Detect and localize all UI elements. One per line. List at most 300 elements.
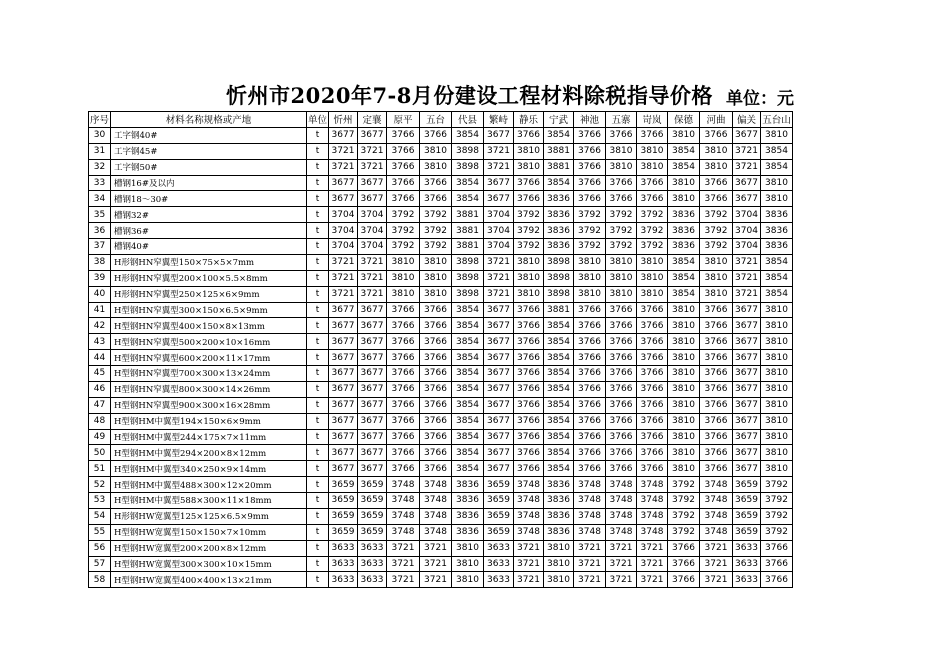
row-number: 31 [89, 143, 111, 159]
price-cell: 3810 [668, 445, 700, 461]
price-cell: 3677 [358, 302, 387, 318]
price-cell: 3766 [606, 350, 637, 366]
unit-cell: t [307, 239, 329, 255]
price-cell: 3766 [574, 381, 606, 397]
price-cell: 3748 [387, 508, 420, 524]
price-cell: 3766 [668, 572, 700, 588]
price-cell: 3792 [700, 223, 733, 239]
unit-cell: t [307, 207, 329, 223]
price-cell: 3748 [387, 493, 420, 509]
price-cell: 3810 [514, 159, 544, 175]
price-cell: 3721 [329, 143, 358, 159]
material-name: 槽钢18～30# [111, 191, 307, 207]
price-cell: 3810 [761, 302, 793, 318]
price-cell: 3659 [358, 524, 387, 540]
price-cell: 3854 [544, 413, 574, 429]
price-cell: 3721 [329, 270, 358, 286]
price-cell: 3792 [668, 493, 700, 509]
price-cell: 3810 [514, 143, 544, 159]
price-cell: 3898 [452, 270, 484, 286]
price-cell: 3810 [700, 254, 733, 270]
price-cell: 3766 [700, 413, 733, 429]
price-cell: 3704 [484, 223, 514, 239]
price-cell: 3721 [574, 556, 606, 572]
price-cell: 3810 [637, 286, 668, 302]
price-cell: 3766 [387, 381, 420, 397]
price-cell: 3810 [761, 191, 793, 207]
price-cell: 3748 [637, 493, 668, 509]
price-cell: 3898 [452, 286, 484, 302]
column-header: 忻州 [329, 112, 358, 128]
material-name: H型钢HM中翼型588×300×11×18mm [111, 493, 307, 509]
price-cell: 3810 [452, 556, 484, 572]
price-cell: 3766 [574, 445, 606, 461]
price-cell: 3633 [358, 556, 387, 572]
price-cell: 3792 [420, 239, 452, 255]
price-cell: 3748 [637, 524, 668, 540]
price-cell: 3810 [761, 334, 793, 350]
price-cell: 3659 [733, 477, 761, 493]
unit-cell: t [307, 302, 329, 318]
column-header: 偏关 [733, 112, 761, 128]
price-cell: 3633 [484, 540, 514, 556]
price-cell: 3766 [420, 127, 452, 143]
price-cell: 3810 [606, 286, 637, 302]
material-name: 槽钢32# [111, 207, 307, 223]
price-cell: 3810 [668, 366, 700, 382]
price-cell: 3898 [544, 270, 574, 286]
price-cell: 3766 [606, 461, 637, 477]
price-cell: 3810 [761, 445, 793, 461]
price-cell: 3792 [387, 207, 420, 223]
price-cell: 3721 [733, 254, 761, 270]
price-cell: 3766 [637, 366, 668, 382]
material-name: H型钢HW宽翼型200×200×8×12mm [111, 540, 307, 556]
price-cell: 3766 [387, 350, 420, 366]
price-cell: 3810 [761, 461, 793, 477]
price-cell: 3766 [420, 334, 452, 350]
table-body [89, 127, 793, 587]
price-cell: 3677 [733, 461, 761, 477]
price-cell: 3810 [761, 127, 793, 143]
price-cell: 3810 [420, 159, 452, 175]
price-cell: 3881 [544, 159, 574, 175]
price-cell: 3677 [329, 366, 358, 382]
price-cell: 3854 [668, 286, 700, 302]
price-cell: 3810 [668, 334, 700, 350]
price-cell: 3810 [544, 572, 574, 588]
price-cell: 3810 [637, 159, 668, 175]
price-cell: 3677 [733, 397, 761, 413]
price-cell: 3766 [637, 461, 668, 477]
price-cell: 3748 [606, 508, 637, 524]
price-cell: 3810 [574, 270, 606, 286]
price-cell: 3810 [574, 254, 606, 270]
price-cell: 3748 [700, 493, 733, 509]
row-number: 55 [89, 524, 111, 540]
price-cell: 3854 [668, 270, 700, 286]
table-row [89, 397, 793, 413]
unit-cell: t [307, 350, 329, 366]
price-cell: 3810 [761, 381, 793, 397]
price-cell: 3721 [387, 556, 420, 572]
price-cell: 3766 [574, 366, 606, 382]
price-cell: 3659 [484, 477, 514, 493]
price-cell: 3854 [668, 143, 700, 159]
material-name: 槽钢16#及以内 [111, 175, 307, 191]
material-name: H型钢HN窄翼型900×300×16×28mm [111, 397, 307, 413]
row-number: 53 [89, 493, 111, 509]
material-name: H型钢HM中翼型194×150×6×9mm [111, 413, 307, 429]
price-cell: 3836 [452, 524, 484, 540]
table-row [89, 413, 793, 429]
unit-cell: t [307, 191, 329, 207]
row-number: 57 [89, 556, 111, 572]
price-cell: 3881 [452, 223, 484, 239]
price-cell: 3677 [484, 429, 514, 445]
price-cell: 3721 [484, 143, 514, 159]
column-header: 神池 [574, 112, 606, 128]
price-cell: 3854 [544, 461, 574, 477]
price-cell: 3721 [514, 540, 544, 556]
material-name: H型钢HM中翼型244×175×7×11mm [111, 429, 307, 445]
price-cell: 3766 [637, 413, 668, 429]
price-cell: 3810 [606, 270, 637, 286]
price-cell: 3721 [733, 270, 761, 286]
price-cell: 3836 [668, 223, 700, 239]
price-cell: 3766 [606, 318, 637, 334]
price-cell: 3677 [733, 127, 761, 143]
material-name: H型钢HN窄翼型500×200×10×16mm [111, 334, 307, 350]
price-cell: 3810 [637, 143, 668, 159]
price-cell: 3766 [574, 397, 606, 413]
row-number: 44 [89, 350, 111, 366]
price-cell: 3766 [637, 429, 668, 445]
unit-cell: t [307, 286, 329, 302]
price-cell: 3748 [574, 524, 606, 540]
table-row [89, 207, 793, 223]
price-cell: 3810 [544, 556, 574, 572]
price-cell: 3854 [452, 461, 484, 477]
price-cell: 3854 [452, 191, 484, 207]
price-cell: 3810 [700, 270, 733, 286]
price-cell: 3721 [420, 556, 452, 572]
price-cell: 3677 [733, 191, 761, 207]
price-cell: 3677 [329, 445, 358, 461]
price-cell: 3721 [358, 254, 387, 270]
price-cell: 3659 [733, 524, 761, 540]
table-row [89, 366, 793, 382]
price-cell: 3721 [358, 143, 387, 159]
price-cell: 3766 [637, 191, 668, 207]
price-cell: 3766 [574, 350, 606, 366]
price-cell: 3633 [733, 540, 761, 556]
price-cell: 3704 [329, 239, 358, 255]
price-table [88, 111, 793, 588]
price-cell: 3766 [700, 127, 733, 143]
price-cell: 3677 [358, 445, 387, 461]
material-name: H型钢HM中翼型340×250×9×14mm [111, 461, 307, 477]
price-cell: 3766 [700, 429, 733, 445]
price-cell: 3810 [420, 254, 452, 270]
price-cell: 3721 [484, 254, 514, 270]
price-cell: 3721 [358, 286, 387, 302]
price-cell: 3792 [668, 524, 700, 540]
price-cell: 3810 [761, 350, 793, 366]
price-cell: 3677 [484, 397, 514, 413]
unit-cell: t [307, 143, 329, 159]
price-cell: 3810 [700, 143, 733, 159]
price-cell: 3810 [668, 191, 700, 207]
price-cell: 3677 [358, 381, 387, 397]
price-cell: 3766 [574, 429, 606, 445]
price-cell: 3898 [452, 143, 484, 159]
price-cell: 3810 [606, 159, 637, 175]
unit-cell: t [307, 381, 329, 397]
price-cell: 3836 [544, 493, 574, 509]
price-cell: 3677 [733, 175, 761, 191]
price-cell: 3721 [420, 540, 452, 556]
price-cell: 3704 [484, 207, 514, 223]
price-cell: 3721 [606, 572, 637, 588]
price-cell: 3854 [452, 413, 484, 429]
price-cell: 3766 [514, 191, 544, 207]
table-row [89, 302, 793, 318]
price-cell: 3810 [761, 318, 793, 334]
price-cell: 3792 [514, 239, 544, 255]
row-number: 34 [89, 191, 111, 207]
price-cell: 3748 [700, 477, 733, 493]
material-name: H型钢HN窄翼型800×300×14×26mm [111, 381, 307, 397]
unit-cell: t [307, 572, 329, 588]
price-cell: 3810 [668, 413, 700, 429]
price-cell: 3677 [733, 381, 761, 397]
price-cell: 3748 [574, 477, 606, 493]
price-cell: 3766 [574, 461, 606, 477]
price-cell: 3810 [761, 366, 793, 382]
price-cell: 3677 [329, 429, 358, 445]
table-row [89, 286, 793, 302]
unit-cell: t [307, 397, 329, 413]
row-number: 41 [89, 302, 111, 318]
table-row [89, 461, 793, 477]
row-number: 37 [89, 239, 111, 255]
price-cell: 3766 [700, 445, 733, 461]
price-cell: 3633 [484, 572, 514, 588]
table-row [89, 572, 793, 588]
header-row [89, 112, 793, 128]
price-cell: 3748 [574, 493, 606, 509]
price-cell: 3766 [514, 350, 544, 366]
price-cell: 3881 [544, 302, 574, 318]
price-cell: 3677 [733, 429, 761, 445]
price-cell: 3792 [606, 239, 637, 255]
price-cell: 3766 [514, 429, 544, 445]
price-cell: 3810 [637, 270, 668, 286]
price-cell: 3810 [700, 286, 733, 302]
price-cell: 3766 [514, 461, 544, 477]
price-cell: 3766 [668, 556, 700, 572]
price-cell: 3748 [514, 493, 544, 509]
row-number: 48 [89, 413, 111, 429]
price-cell: 3854 [452, 127, 484, 143]
unit-cell: t [307, 127, 329, 143]
price-cell: 3854 [452, 366, 484, 382]
material-name: H型钢HW宽翼型400×400×13×21mm [111, 572, 307, 588]
price-cell: 3766 [574, 159, 606, 175]
price-cell: 3677 [329, 397, 358, 413]
column-header: 保德 [668, 112, 700, 128]
unit-cell: t [307, 461, 329, 477]
price-cell: 3836 [761, 239, 793, 255]
material-name: H型钢HN窄翼型400×150×8×13mm [111, 318, 307, 334]
price-cell: 3766 [387, 445, 420, 461]
row-number: 51 [89, 461, 111, 477]
row-number: 33 [89, 175, 111, 191]
price-cell: 3766 [514, 175, 544, 191]
price-cell: 3854 [452, 318, 484, 334]
price-cell: 3854 [452, 175, 484, 191]
price-cell: 3721 [329, 254, 358, 270]
price-cell: 3633 [329, 572, 358, 588]
unit-cell: t [307, 508, 329, 524]
price-cell: 3766 [606, 397, 637, 413]
price-cell: 3766 [606, 302, 637, 318]
table-row [89, 223, 793, 239]
price-cell: 3766 [606, 429, 637, 445]
material-name: 槽钢36# [111, 223, 307, 239]
material-name: H形钢HW宽翼型125×125×6.5×9mm [111, 508, 307, 524]
price-cell: 3677 [358, 191, 387, 207]
price-cell: 3748 [514, 477, 544, 493]
row-number: 38 [89, 254, 111, 270]
price-cell: 3854 [452, 302, 484, 318]
row-number: 36 [89, 223, 111, 239]
price-cell: 3659 [484, 524, 514, 540]
price-cell: 3677 [733, 302, 761, 318]
price-cell: 3766 [700, 366, 733, 382]
price-cell: 3721 [514, 572, 544, 588]
price-cell: 3748 [637, 477, 668, 493]
price-cell: 3766 [574, 318, 606, 334]
row-number: 50 [89, 445, 111, 461]
table-row [89, 508, 793, 524]
row-number: 54 [89, 508, 111, 524]
table-row [89, 493, 793, 509]
price-cell: 3766 [606, 413, 637, 429]
price-cell: 3748 [387, 524, 420, 540]
price-cell: 3836 [544, 191, 574, 207]
price-cell: 3810 [761, 175, 793, 191]
price-cell: 3748 [387, 477, 420, 493]
price-cell: 3766 [637, 318, 668, 334]
price-cell: 3677 [484, 381, 514, 397]
price-cell: 3810 [761, 397, 793, 413]
unit-cell: t [307, 175, 329, 191]
price-cell: 3721 [484, 159, 514, 175]
price-cell: 3704 [329, 223, 358, 239]
price-cell: 3766 [420, 397, 452, 413]
row-number: 32 [89, 159, 111, 175]
price-cell: 3633 [329, 540, 358, 556]
price-cell: 3810 [514, 254, 544, 270]
price-cell: 3810 [420, 143, 452, 159]
column-header: 岢岚 [637, 112, 668, 128]
price-cell: 3677 [329, 413, 358, 429]
price-cell: 3748 [700, 524, 733, 540]
price-cell: 3677 [329, 381, 358, 397]
column-header: 繁峙 [484, 112, 514, 128]
price-cell: 3766 [761, 540, 793, 556]
price-cell: 3721 [329, 159, 358, 175]
price-cell: 3766 [700, 191, 733, 207]
price-cell: 3836 [544, 477, 574, 493]
price-cell: 3659 [358, 493, 387, 509]
price-cell: 3766 [700, 334, 733, 350]
price-cell: 3748 [420, 477, 452, 493]
unit-cell: t [307, 445, 329, 461]
table-row [89, 334, 793, 350]
material-name: H形钢HN窄翼型250×125×6×9mm [111, 286, 307, 302]
price-cell: 3721 [358, 270, 387, 286]
column-header: 五寨 [606, 112, 637, 128]
price-cell: 3766 [387, 461, 420, 477]
unit-cell: t [307, 159, 329, 175]
price-cell: 3766 [606, 175, 637, 191]
price-cell: 3677 [484, 366, 514, 382]
unit-cell: t [307, 413, 329, 429]
row-number: 47 [89, 397, 111, 413]
price-cell: 3854 [761, 159, 793, 175]
price-cell: 3854 [544, 397, 574, 413]
price-cell: 3659 [358, 477, 387, 493]
price-cell: 3792 [637, 207, 668, 223]
price-cell: 3766 [700, 318, 733, 334]
row-number: 42 [89, 318, 111, 334]
price-cell: 3810 [668, 175, 700, 191]
row-number: 45 [89, 366, 111, 382]
price-cell: 3721 [574, 540, 606, 556]
price-cell: 3766 [574, 127, 606, 143]
price-cell: 3766 [606, 381, 637, 397]
price-cell: 3659 [733, 493, 761, 509]
price-cell: 3810 [668, 127, 700, 143]
price-cell: 3677 [484, 127, 514, 143]
price-cell: 3748 [574, 508, 606, 524]
price-cell: 3766 [420, 318, 452, 334]
price-cell: 3792 [761, 508, 793, 524]
price-cell: 3854 [761, 254, 793, 270]
unit-cell: t [307, 318, 329, 334]
table-row [89, 477, 793, 493]
material-name: H形钢HN窄翼型200×100×5.5×8mm [111, 270, 307, 286]
price-cell: 3854 [544, 334, 574, 350]
column-header: 河曲 [700, 112, 733, 128]
price-cell: 3677 [733, 318, 761, 334]
unit-cell: t [307, 270, 329, 286]
price-cell: 3677 [484, 461, 514, 477]
price-cell: 3898 [544, 286, 574, 302]
table-row [89, 429, 793, 445]
price-cell: 3677 [329, 127, 358, 143]
price-cell: 3766 [606, 445, 637, 461]
price-cell: 3766 [700, 175, 733, 191]
price-cell: 3766 [420, 175, 452, 191]
price-cell: 3854 [452, 334, 484, 350]
price-cell: 3766 [637, 350, 668, 366]
price-cell: 3677 [329, 175, 358, 191]
price-cell: 3766 [387, 413, 420, 429]
